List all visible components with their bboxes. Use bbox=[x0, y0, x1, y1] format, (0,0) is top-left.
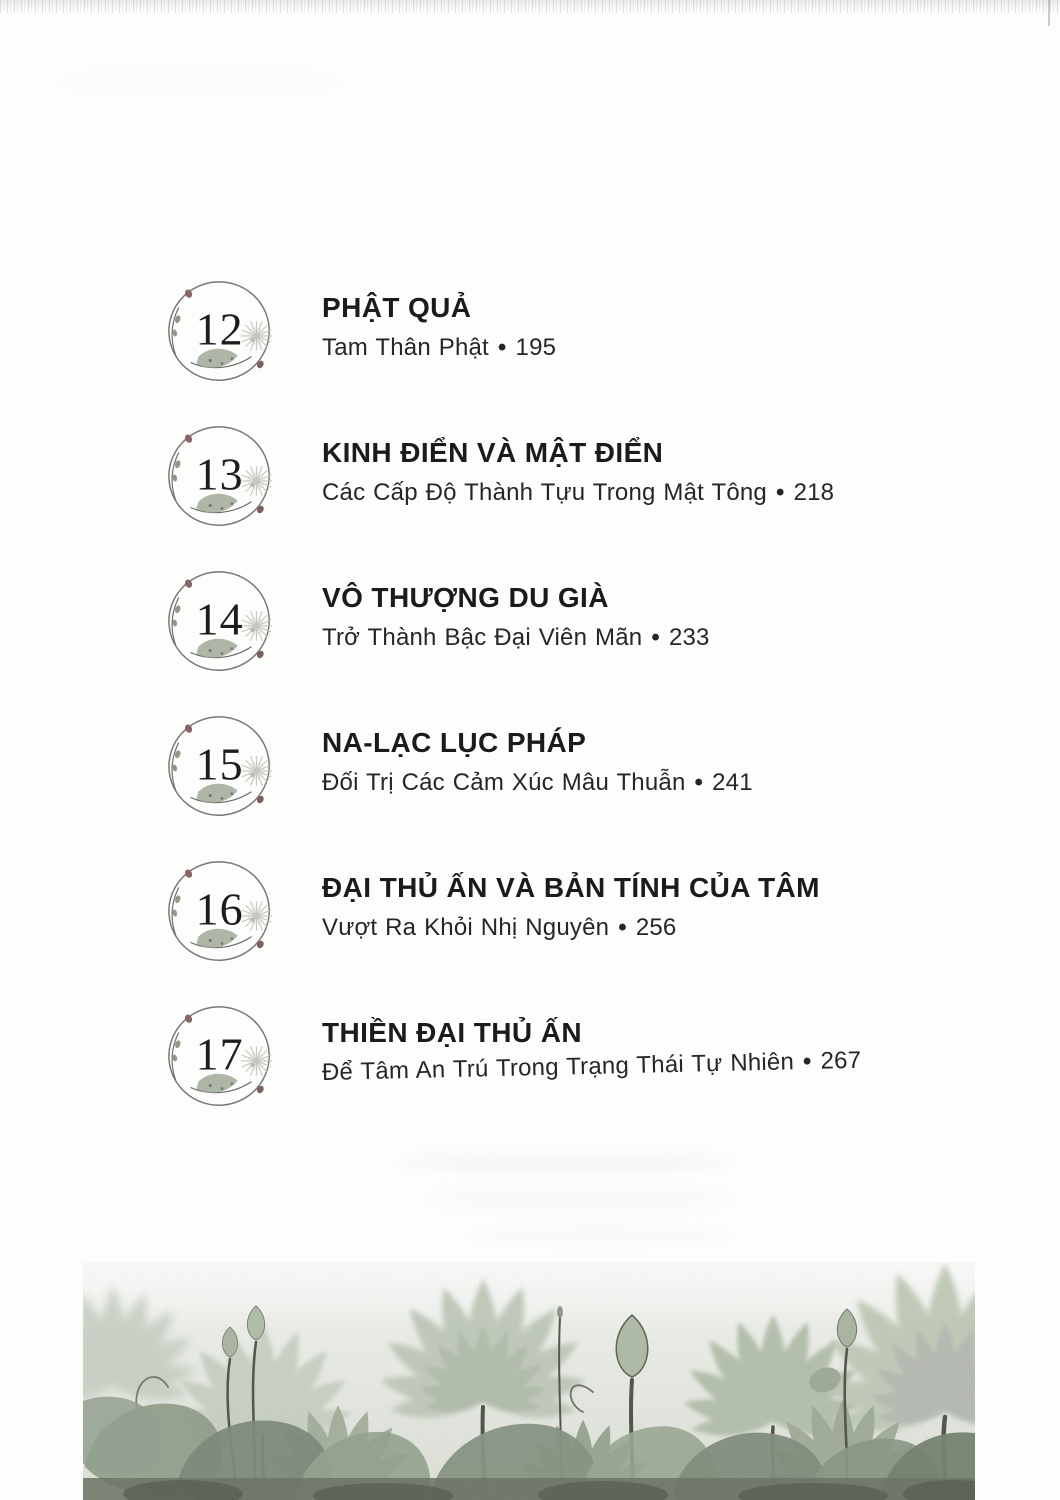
chapter-title: ĐẠI THỦ ẤN VÀ BẢN TÍNH CỦA TÂM bbox=[322, 872, 820, 903]
chapter-number: 13 bbox=[195, 448, 244, 500]
lotus-pond-art bbox=[83, 1262, 975, 1500]
chapter-subtitle-line bbox=[322, 332, 556, 364]
scan-noise-strip bbox=[0, 0, 1060, 13]
chapter-number: 12 bbox=[195, 303, 244, 355]
toc-entry bbox=[0, 710, 1060, 832]
chapter-page-number: 256 bbox=[635, 914, 677, 941]
toc-entry bbox=[0, 565, 1060, 687]
toc-entry bbox=[0, 420, 1060, 542]
chapter-subtitle: Để Tâm An Trú Trong Trạng Thái Tự Nhiên bbox=[321, 1048, 795, 1086]
bleed-through-smudge bbox=[60, 75, 340, 87]
chapter-text bbox=[322, 420, 834, 509]
toc-entry bbox=[0, 275, 1060, 397]
chapter-badge bbox=[163, 277, 281, 389]
chapter-text bbox=[322, 1000, 861, 1089]
bullet-separator: • bbox=[775, 479, 785, 506]
bullet-separator: • bbox=[497, 334, 507, 361]
bullet-separator: • bbox=[618, 914, 627, 941]
chapter-page-number: 218 bbox=[793, 479, 835, 506]
chapter-number: 15 bbox=[195, 738, 244, 790]
chapter-subtitle: Các Cấp Độ Thành Tựu Trong Mật Tông bbox=[322, 479, 767, 506]
chapter-page-number: 233 bbox=[668, 624, 710, 651]
chapter-subtitle: Đối Trị Các Cảm Xúc Mâu Thuẫn bbox=[322, 769, 686, 796]
chapter-number: 14 bbox=[195, 593, 244, 645]
chapter-subtitle: Vượt Ra Khỏi Nhị Nguyên bbox=[322, 914, 610, 941]
chapter-page-number: 241 bbox=[712, 769, 753, 796]
chapter-title: NA-LẠC LỤC PHÁP bbox=[322, 727, 587, 758]
toc-entry bbox=[0, 855, 1060, 977]
chapter-number: 16 bbox=[195, 883, 244, 935]
chapter-text bbox=[322, 855, 820, 944]
chapter-subtitle-line bbox=[322, 477, 834, 509]
chapter-page-number: 267 bbox=[820, 1046, 862, 1075]
chapter-page-number: 195 bbox=[515, 334, 557, 361]
chapter-title: KINH ĐIỂN VÀ MẬT ĐIỂN bbox=[322, 437, 664, 468]
chapter-text bbox=[322, 710, 753, 799]
bleed-through-smudge bbox=[470, 1228, 730, 1242]
chapter-title: PHẬT QUẢ bbox=[322, 292, 472, 323]
chapter-subtitle-line bbox=[322, 767, 753, 799]
chapter-title: VÔ THƯỢNG DU GIÀ bbox=[322, 582, 609, 613]
toc-entry bbox=[0, 1000, 1060, 1122]
chapter-subtitle-line bbox=[322, 622, 710, 654]
chapter-badge bbox=[163, 422, 281, 534]
chapter-text bbox=[322, 565, 710, 654]
lotus-pond-illustration bbox=[83, 1262, 975, 1500]
chapter-subtitle-line bbox=[322, 912, 820, 944]
bullet-separator: • bbox=[651, 624, 660, 651]
chapter-subtitle-line bbox=[322, 1045, 862, 1089]
bullet-separator: • bbox=[694, 769, 704, 796]
chapter-badge bbox=[163, 857, 281, 969]
chapter-text bbox=[322, 275, 556, 364]
chapter-title: THIỀN ĐẠI THỦ ẤN bbox=[322, 1017, 582, 1048]
chapter-badge bbox=[163, 712, 281, 824]
bleed-through-smudge bbox=[400, 1155, 730, 1171]
chapter-number: 17 bbox=[195, 1028, 244, 1080]
bleed-through-smudge bbox=[430, 1192, 730, 1206]
scan-edge-mark bbox=[1048, 0, 1050, 26]
bullet-separator: • bbox=[802, 1047, 812, 1076]
chapter-subtitle: Trở Thành Bậc Đại Viên Mãn bbox=[322, 624, 643, 651]
chapter-badge bbox=[163, 1002, 281, 1114]
chapter-subtitle: Tam Thân Phật bbox=[322, 334, 489, 361]
chapter-badge bbox=[163, 567, 281, 679]
